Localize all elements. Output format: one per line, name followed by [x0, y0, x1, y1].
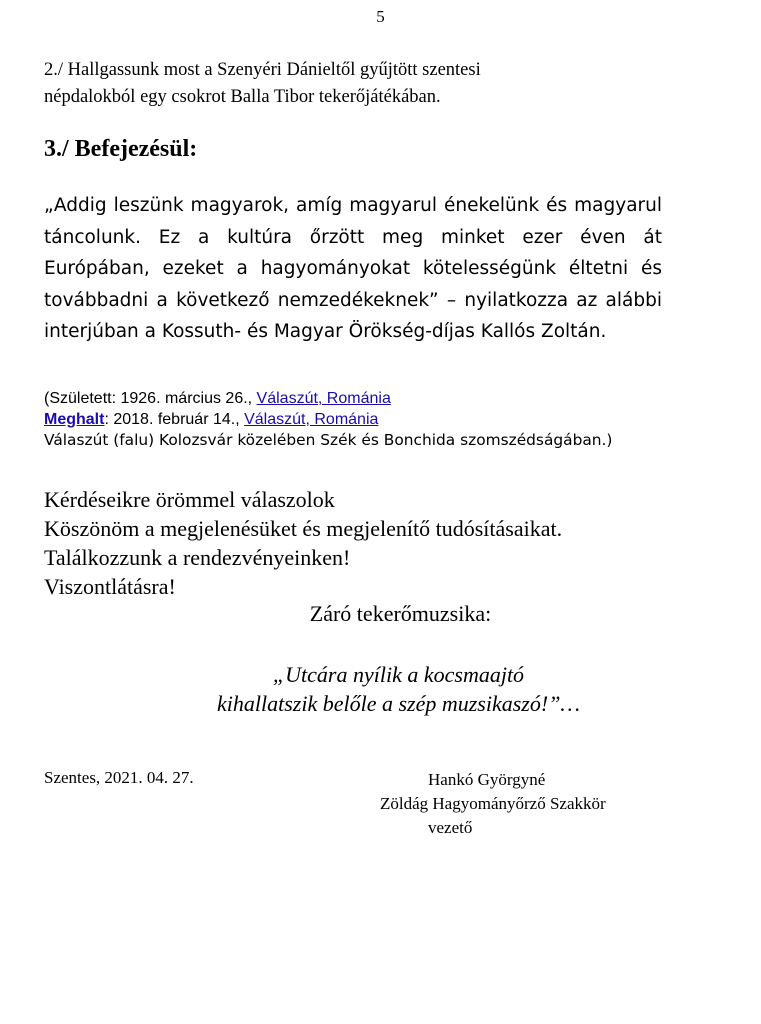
closing-line-1: Kérdéseikre örömmel válaszolok: [44, 487, 335, 512]
paragraph-2: [44, 57, 684, 111]
closing-line-3: Találkozzunk a rendezvényeinken!: [44, 545, 351, 570]
paragraph-2-line-1: 2./ Hallgassunk most a Szenyéri Dánieltől gyűjtött szentesi: [44, 60, 481, 80]
date-place: Szentes, 2021. 04. 27.: [44, 768, 194, 787]
birth-line: [44, 388, 724, 409]
closing-line-4: Viszontlátásra!: [44, 574, 176, 599]
song-line-2: kihallatszik belőle a szép muzsikaszó!”…: [217, 691, 580, 716]
music-title: Záró tekerőmuzsika:: [309, 601, 492, 626]
song-lyrics: [0, 660, 761, 718]
closing-line-2: Köszönöm a megjelenésüket és megjelenítő tudósításaikat.: [44, 516, 563, 541]
closing-remarks: [44, 485, 724, 601]
quote-paragraph: „Addig leszünk magyarok, amíg magyarul énekelünk és magyarul táncolunk. Ez a kultúra őrzött meg minket ezer éven át Európában, ezeket a hagyományokat kötelességünk éltetni és továbbadni a következő nemzedékeknek” – nyilatkozza az alábbi interjúban a Kossuth- és Magyar Örökség-díjas Kallós Zoltán.: [44, 195, 662, 342]
signature-block: [380, 768, 680, 840]
death-label-link[interactable]: Meghalt: [44, 411, 105, 428]
paragraph-2-line-2: népdalokból egy csokrot Balla Tibor tekerőjátékában.: [44, 87, 441, 107]
signature-name: Hankó Györgyné: [428, 770, 546, 789]
death-text: : 2018. február 14.,: [104, 411, 245, 428]
signature-org: Zöldág Hagyományőrző Szakkör: [380, 794, 606, 813]
death-place-link[interactable]: Válaszút, Románia: [244, 411, 379, 428]
village-note: Válaszút (falu) Kolozsvár közelében Szék és Bonchida szomszédságában.): [44, 431, 613, 449]
section-heading: 3./ Befejezésül:: [44, 136, 198, 162]
death-line: [44, 409, 724, 430]
song-line-1: „Utcára nyílik a kocsmaajtó: [272, 662, 525, 687]
biography-block: [44, 388, 724, 451]
signature-role: vezető: [428, 818, 473, 837]
page-number: 5: [376, 7, 385, 26]
birth-place-link[interactable]: Válaszút, Románia: [256, 390, 391, 407]
birth-text: (Született: 1926. március 26.,: [44, 390, 257, 407]
